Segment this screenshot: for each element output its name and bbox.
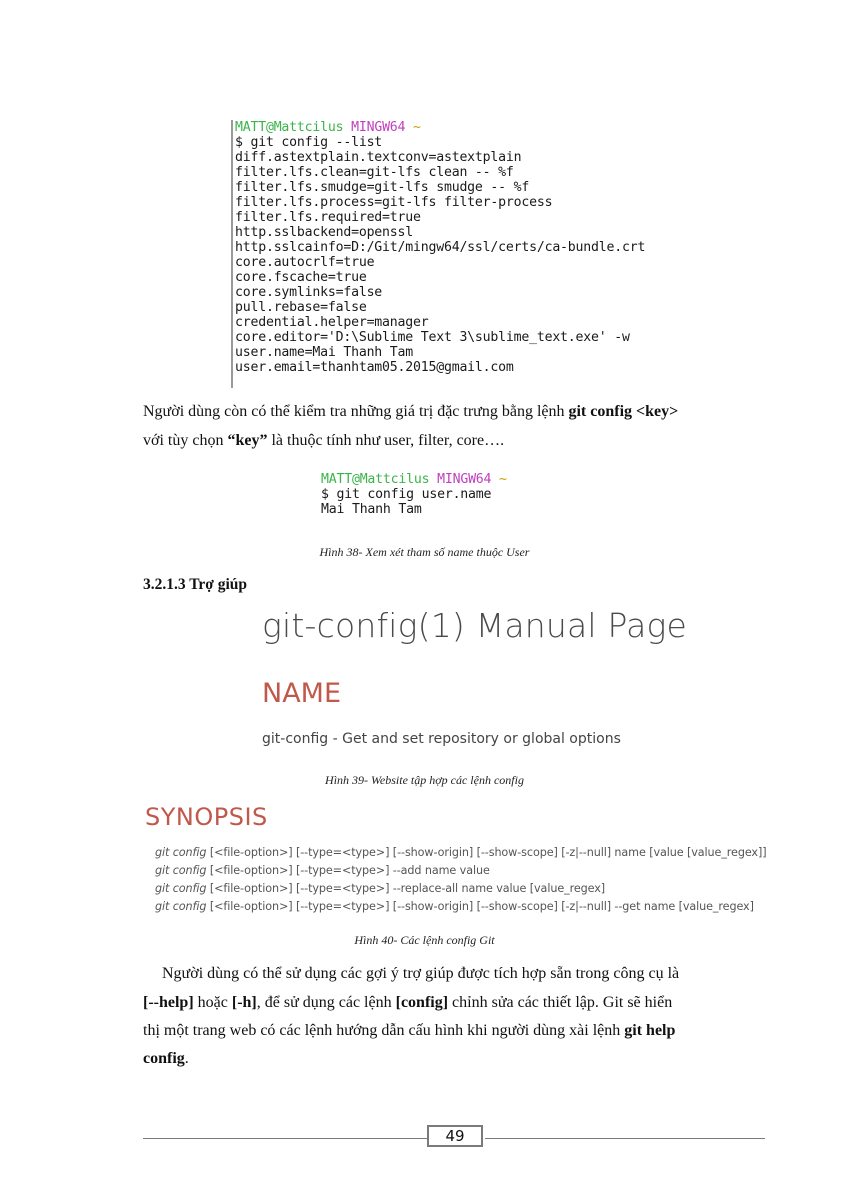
synopsis-line <box>155 864 490 877</box>
prompt-host: MINGW64 <box>437 472 492 487</box>
terminal-output-line: user.name=Mai Thanh Tam <box>235 345 414 360</box>
manual-name-heading: NAME <box>262 678 342 709</box>
text-run: . <box>184 1050 189 1067</box>
terminal-output-line: filter.lfs.process=git-lfs filter-process <box>235 195 553 210</box>
terminal-screenshot-config-list <box>231 120 665 388</box>
synopsis-cmd: git config <box>155 846 207 859</box>
terminal-output-line: core.autocrlf=true <box>235 255 375 270</box>
synopsis-args: [<file-option>] [--type=<type>] [--show-origin] [--show-scope] [-z|--null] name [value [value_regex]] <box>206 846 767 859</box>
section-heading: 3.2.1.3 Trợ giúp <box>143 576 248 593</box>
terminal-output-line: Mai Thanh Tam <box>321 502 422 517</box>
terminal-output-line: core.symlinks=false <box>235 285 383 300</box>
bold-command: git help <box>624 1022 676 1039</box>
synopsis-args: [<file-option>] [--type=<type>] --replace-all name value [value_regex] <box>206 882 606 895</box>
text-run: với tùy chọn <box>143 432 228 449</box>
synopsis-heading: SYNOPSIS <box>145 803 268 831</box>
terminal-output-line: user.email=thanhtam05.2015@gmail.com <box>235 360 514 375</box>
synopsis-args: [<file-option>] [--type=<type>] [--show-origin] [--show-scope] [-z|--null] --get name [value_regex] <box>206 900 754 913</box>
terminal-prompt <box>235 120 665 135</box>
paragraph-line: Người dùng có thể sử dụng các gợi ý trợ giúp được tích hợp sẵn trong công cụ là <box>162 965 680 982</box>
paragraph-line <box>143 989 672 1017</box>
synopsis-cmd: git config <box>155 900 207 913</box>
terminal-output-line: filter.lfs.smudge=git-lfs smudge -- %f <box>235 180 530 195</box>
synopsis-cmd: git config <box>155 882 207 895</box>
bold-option: [config] <box>395 994 449 1011</box>
text-run: thị một trang web có các lệnh hướng dẫn cấu hình khi người dùng xài lệnh <box>143 1022 625 1039</box>
terminal-output-line: pull.rebase=false <box>235 300 367 315</box>
prompt-user: MATT@Mattcilus <box>235 120 344 135</box>
paragraph-line <box>143 427 504 455</box>
text-run: Người dùng còn có thể kiểm tra những giá trị đặc trưng bằng lệnh <box>143 403 569 420</box>
bold-command: config <box>143 1050 185 1067</box>
terminal-command: $ git config user.name <box>321 487 492 502</box>
bold-command: git config <key> <box>568 403 679 420</box>
terminal-output-line: core.fscache=true <box>235 270 367 285</box>
terminal-output-line: filter.lfs.clean=git-lfs clean -- %f <box>235 165 514 180</box>
terminal-output-line: diff.astextplain.textconv=astextplain <box>235 150 522 165</box>
footer-rule-left <box>143 1138 427 1139</box>
page-number: 49 <box>445 1127 465 1145</box>
prompt-tilde: ~ <box>413 120 421 135</box>
bold-option: [-h] <box>231 994 257 1011</box>
synopsis-cmd: git config <box>155 864 207 877</box>
terminal-prompt <box>321 472 581 487</box>
terminal-output-line: credential.helper=manager <box>235 315 429 330</box>
terminal-output-line: http.sslcainfo=D:/Git/mingw64/ssl/certs/ca-bundle.crt <box>235 240 646 255</box>
figure-caption: Hình 40- Các lệnh config Git <box>354 933 495 947</box>
text-run: chỉnh sửa các thiết lập. Git sẽ hiển <box>448 994 673 1011</box>
bold-key: “key” <box>227 432 268 449</box>
prompt-user: MATT@Mattcilus <box>321 472 430 487</box>
prompt-host: MINGW64 <box>351 120 406 135</box>
terminal-screenshot-user-name <box>321 472 581 517</box>
text-run: , để sử dụng các lệnh <box>256 994 396 1011</box>
synopsis-line <box>155 846 766 859</box>
bold-option: [--help] <box>143 994 194 1011</box>
terminal-command: $ git config --list <box>235 135 383 150</box>
footer-rule-right <box>485 1138 765 1139</box>
prompt-tilde: ~ <box>499 472 507 487</box>
text-run: hoặc <box>193 994 232 1011</box>
terminal-output-line: core.editor='D:\Sublime Text 3\sublime_text.exe' -w <box>235 330 630 345</box>
manual-description: git-config - Get and set repository or global options <box>262 731 621 747</box>
text-run: là thuộc tính như user, filter, core…. <box>267 432 505 449</box>
paragraph-line <box>143 398 678 426</box>
synopsis-line <box>155 900 754 913</box>
figure-caption: Hình 39- Website tập hợp các lệnh config <box>325 773 524 787</box>
paragraph-line <box>143 1017 675 1045</box>
synopsis-args: [<file-option>] [--type=<type>] --add name value <box>206 864 490 877</box>
page-number-box <box>427 1125 483 1147</box>
paragraph-line <box>143 1045 189 1073</box>
terminal-output-line: http.sslbackend=openssl <box>235 225 414 240</box>
manual-page-title: git-config(1) Manual Page <box>262 606 688 645</box>
figure-caption: Hình 38- Xem xét tham số name thuộc User <box>319 545 530 559</box>
terminal-output-line: filter.lfs.required=true <box>235 210 421 225</box>
synopsis-line <box>155 882 605 895</box>
